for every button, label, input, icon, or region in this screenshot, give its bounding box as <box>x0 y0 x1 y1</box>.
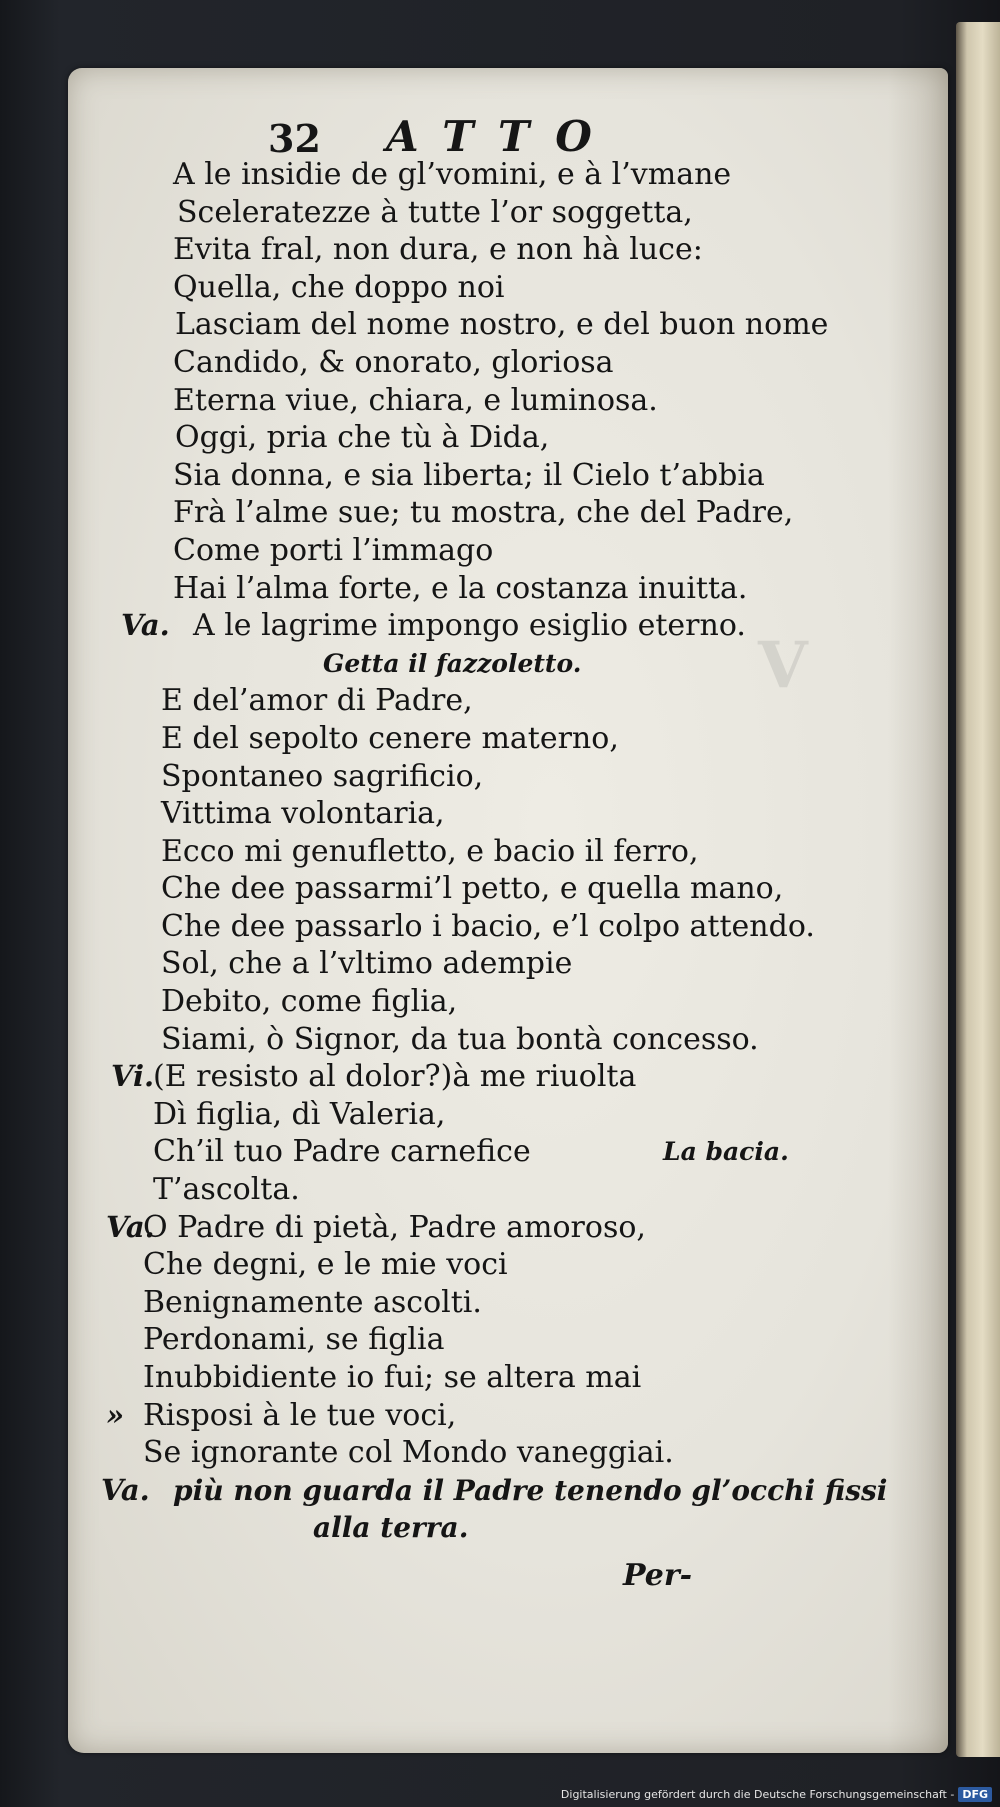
text-line <box>161 1021 893 1059</box>
text-line <box>143 1359 893 1397</box>
verse-line: Se ignorante col Mondo vaneggiai. <box>143 1435 674 1471</box>
text-line <box>173 494 893 532</box>
verse-line: Lasciam del nome nostro, e del buon nome <box>175 307 829 343</box>
text-line <box>143 1321 893 1359</box>
verse-line: Sceleratezze à tutte l’or soggetta, <box>177 194 693 230</box>
text-line <box>173 1547 893 1593</box>
text-line <box>143 1246 893 1284</box>
speaker-label: Va. <box>106 1209 155 1244</box>
verse-line: Hai l’alma forte, e la costanza inuitta. <box>173 570 748 606</box>
verse-line: A le lagrime impongo esiglio eterno. <box>193 608 746 644</box>
verse-line: Che degni, e le mie voci <box>143 1247 508 1283</box>
verse-line: Oggi, pria che tù à Dida, <box>175 420 550 456</box>
verse-line: Come porti l’immago <box>173 532 494 568</box>
text-line <box>173 419 893 457</box>
text-line <box>161 720 893 758</box>
verse-line: Quella, che doppo noi <box>173 269 505 305</box>
text-line <box>101 1472 893 1510</box>
text-line <box>173 269 893 307</box>
verse-line: Evita fral, non dura, e non hà luce: <box>173 232 703 268</box>
dfg-logo: DFG <box>958 1787 992 1802</box>
verse-line: Ch’il tuo Padre carnefice <box>153 1134 531 1170</box>
text-line <box>161 682 893 720</box>
text-line <box>143 1284 893 1322</box>
verse-line: Siami, ò Signor, da tua bontà concesso. <box>161 1021 759 1057</box>
running-head: ATTO <box>386 112 618 161</box>
text-line <box>161 983 893 1021</box>
adjacent-page-edge <box>956 22 1000 1757</box>
verse-line: Eterna viue, chiara, e luminosa. <box>173 382 658 418</box>
text-line <box>153 1096 893 1134</box>
digitization-credit <box>561 1783 992 1805</box>
text-line <box>173 532 893 570</box>
stage-direction: La bacia. <box>663 1137 789 1167</box>
text-line <box>173 570 893 608</box>
show-through-ink: V <box>758 628 812 703</box>
page-number: 32 <box>268 116 321 161</box>
verse-line: A le insidie de gl’vomini, e à l’vmane <box>173 157 732 192</box>
verse-line: Risposi à le tue voci, <box>143 1397 457 1433</box>
speaker-label: » <box>106 1397 125 1432</box>
text-line <box>173 344 893 382</box>
text-line <box>121 607 893 645</box>
verse-line: Inubbidiente io fui; se altera mai <box>143 1360 642 1395</box>
text-line <box>161 795 893 833</box>
verse-line: Sia donna, e sia liberta; il Cielo t’abbia <box>173 457 765 493</box>
text-line <box>173 457 893 495</box>
verse-line: Sol, che a l’vltimo adempie <box>161 946 573 982</box>
verse-line: Che dee passarlo i bacio, e’l colpo attendo. <box>161 908 815 944</box>
verse-line: Vittima volontaria, <box>161 796 445 832</box>
verse-text <box>101 156 893 1593</box>
verse-line: Dì figlia, dì Valeria, <box>153 1096 446 1132</box>
verse-line: Benignamente ascolti. <box>143 1284 482 1320</box>
text-line <box>161 908 893 946</box>
verse-line: E del sepolto cenere materno, <box>161 720 619 756</box>
verse-line: Candido, & onorato, gloriosa <box>173 344 614 380</box>
text-line <box>173 382 893 420</box>
text-line <box>106 1397 893 1435</box>
stage-direction: alla terra. <box>313 1511 469 1545</box>
verse-line: Frà l’alme sue; tu mostra, che del Padre, <box>173 495 794 531</box>
text-line <box>161 833 893 871</box>
verse-line: T’ascolta. <box>153 1172 300 1208</box>
speaker-label: Va. <box>101 1472 150 1507</box>
text-line <box>161 758 893 796</box>
text-line <box>173 194 893 232</box>
catchword: Per- <box>623 1557 693 1593</box>
stage-direction: Getta il fazzoletto. <box>323 648 582 678</box>
text-line <box>173 1509 893 1547</box>
verse-line: E del’amor di Padre, <box>161 683 473 719</box>
speaker-label: Vi. <box>111 1059 155 1094</box>
book-page <box>68 68 948 1753</box>
verse-line: Che dee passarmi’l petto, e quella mano, <box>161 871 784 907</box>
credit-text: Digitalisierung gefördert durch die Deutsche Forschungsgemeinschaft - <box>560 1787 955 1801</box>
text-line <box>173 156 893 194</box>
text-line <box>173 306 893 344</box>
text-line <box>173 231 893 269</box>
verse-line: (E resisto al dolor?)à me riuolta <box>153 1059 637 1095</box>
verse-line: Spontaneo sagrificio, <box>161 758 484 794</box>
text-line <box>161 945 893 983</box>
text-line <box>153 1133 893 1171</box>
speaker-label: Va. <box>121 608 170 643</box>
text-line <box>106 1209 893 1247</box>
text-line <box>161 870 893 908</box>
text-line <box>153 1171 893 1209</box>
verse-line: Perdonami, se figlia <box>143 1322 445 1358</box>
text-line <box>143 1434 893 1472</box>
text-line <box>173 645 893 683</box>
verse-line: Ecco mi genufletto, e bacio il ferro, <box>161 833 699 869</box>
verse-line: Debito, come figlia, <box>161 984 458 1020</box>
stage-direction: più non guarda il Padre tenendo gl’occhi fissi <box>173 1473 888 1507</box>
verse-line: O Padre di pietà, Padre amoroso, <box>143 1209 646 1245</box>
text-line <box>111 1058 893 1096</box>
